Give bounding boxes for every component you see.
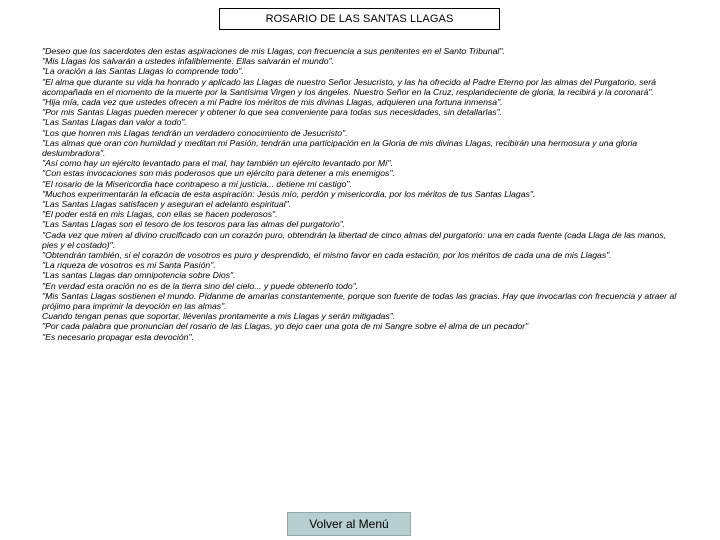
- text-line: "Por cada palabra que pronuncian del rosario de las Llagas, yo dejo caer una gota de mi Sangre sobre el alma de un pecador": [42, 321, 529, 332]
- text-line: "Mis Santas Llagas sostienen el mundo. Pídanme de amarlas constantemente, porque son fuente de todas las gracias. Hay que invocarlas con frecuencia y atraer al prójimo para imprimir la devoción en las almas".: [42, 290, 677, 312]
- text-line: "Las santas Llagas dan omnipotencia sobre Dios".: [42, 270, 236, 281]
- promises-text: [42, 46, 682, 342]
- text-line: "Muchos experimentarán la eficacia de esta aspiración: Jesús mío, perdón y misericordia, por los méritos de tus Santas Llagas".: [42, 188, 536, 199]
- text-line: "Hija mía, cada vez que ustedes ofrecen a mi Padre los méritos de mis divinas Llagas, adquieren una fortuna inmensa".: [42, 97, 503, 108]
- text-line: "El alma que durante su vida ha honrado y aplicado las Llagas de nuestro Señor Jesucristo, y las ha ofrecido al Padre Eterno por las almas del Purgatorio, será acompañada en el momento de la muerte por la Santísima Virgen y los ángeles. Nuestro Señor en la Cruz, resplandeciente de gloria, la recibirá y la coronará".: [42, 76, 656, 97]
- text-line: "La riqueza de vosotros es mi Santa Pasión".: [42, 260, 216, 271]
- text-line: "Cada vez que miren al divino crucificado con un corazón puro, obtendrán la libertad de cinco almas del purgatorio: una en cada fuente (cada Llaga de las manos, pies y el costado)".: [42, 229, 667, 250]
- text-line: Cuando tengan penas que soportar, llévenlas prontamente a mis Llagas y serán mitigadas".: [42, 311, 396, 322]
- text-line: "Las Santas Llagas satisfacen y aseguran el adelanto espiritual".: [42, 199, 292, 210]
- text-line: "La oración a las Santas Llagas lo comprende todo".: [42, 66, 244, 77]
- text-line: "El rosario de la Misericordia hace contrapeso a mi justicia... detiene mi castigo".: [42, 178, 352, 189]
- text-line: "Con estas invocaciones son más poderosos que un ejército para detener a mis enemigos".: [42, 168, 395, 179]
- text-line: "Es necesario propagar esta devoción".: [42, 331, 195, 342]
- text-line: "Las almas que oran con humildad y meditan mi Pasión, tendrán una participación en la Gloria de mis divinas Llagas, recibirán una hermosura y una gloria deslumbradora".: [42, 137, 638, 159]
- text-line: "Las Santas Llagas son el tesoro de los tesoros para las almas del purgatorio".: [42, 219, 346, 230]
- text-line: "Así como hay un ejército levantado para el mal, hay también un ejército levantado por Mí".: [42, 158, 393, 169]
- page-title: ROSARIO DE LAS SANTAS LLAGAS: [219, 8, 500, 30]
- text-line: "Mis Llagas los salvarán a ustedes infaliblemente. Ellas salvarán el mundo".: [42, 56, 335, 67]
- text-line: "Las Santas Llagas dan valor a todo".: [42, 117, 187, 128]
- back-to-menu-button[interactable]: Volver al Menú: [287, 512, 411, 536]
- text-line: "Los que honren mis Llagas tendrán un verdadero conocimiento de Jesucristo".: [42, 127, 348, 138]
- text-line: "Obtendrán también, si el corazón de vosotros es puro y desprendido, el mismo favor en cada estación, por los méritos de cada una de mis Llagas".: [42, 250, 612, 261]
- text-line: "El poder está en mis Llagas, con ellas se hacen poderosos".: [42, 209, 278, 220]
- text-line: "En verdad esta oración no es de la tierra sino del cielo... y puede obtenerlo todo".: [42, 280, 359, 291]
- text-line: "Deseo que los sacerdotes den estas aspiraciones de mis Llagas, con frecuencia a sus penitentes en el Santo Tribunal".: [42, 46, 505, 56]
- text-line: "Por mis Santas Llagas pueden merecer y obtener lo que sea conveniente para todas sus necesidades, sin detallarlas".: [42, 107, 503, 118]
